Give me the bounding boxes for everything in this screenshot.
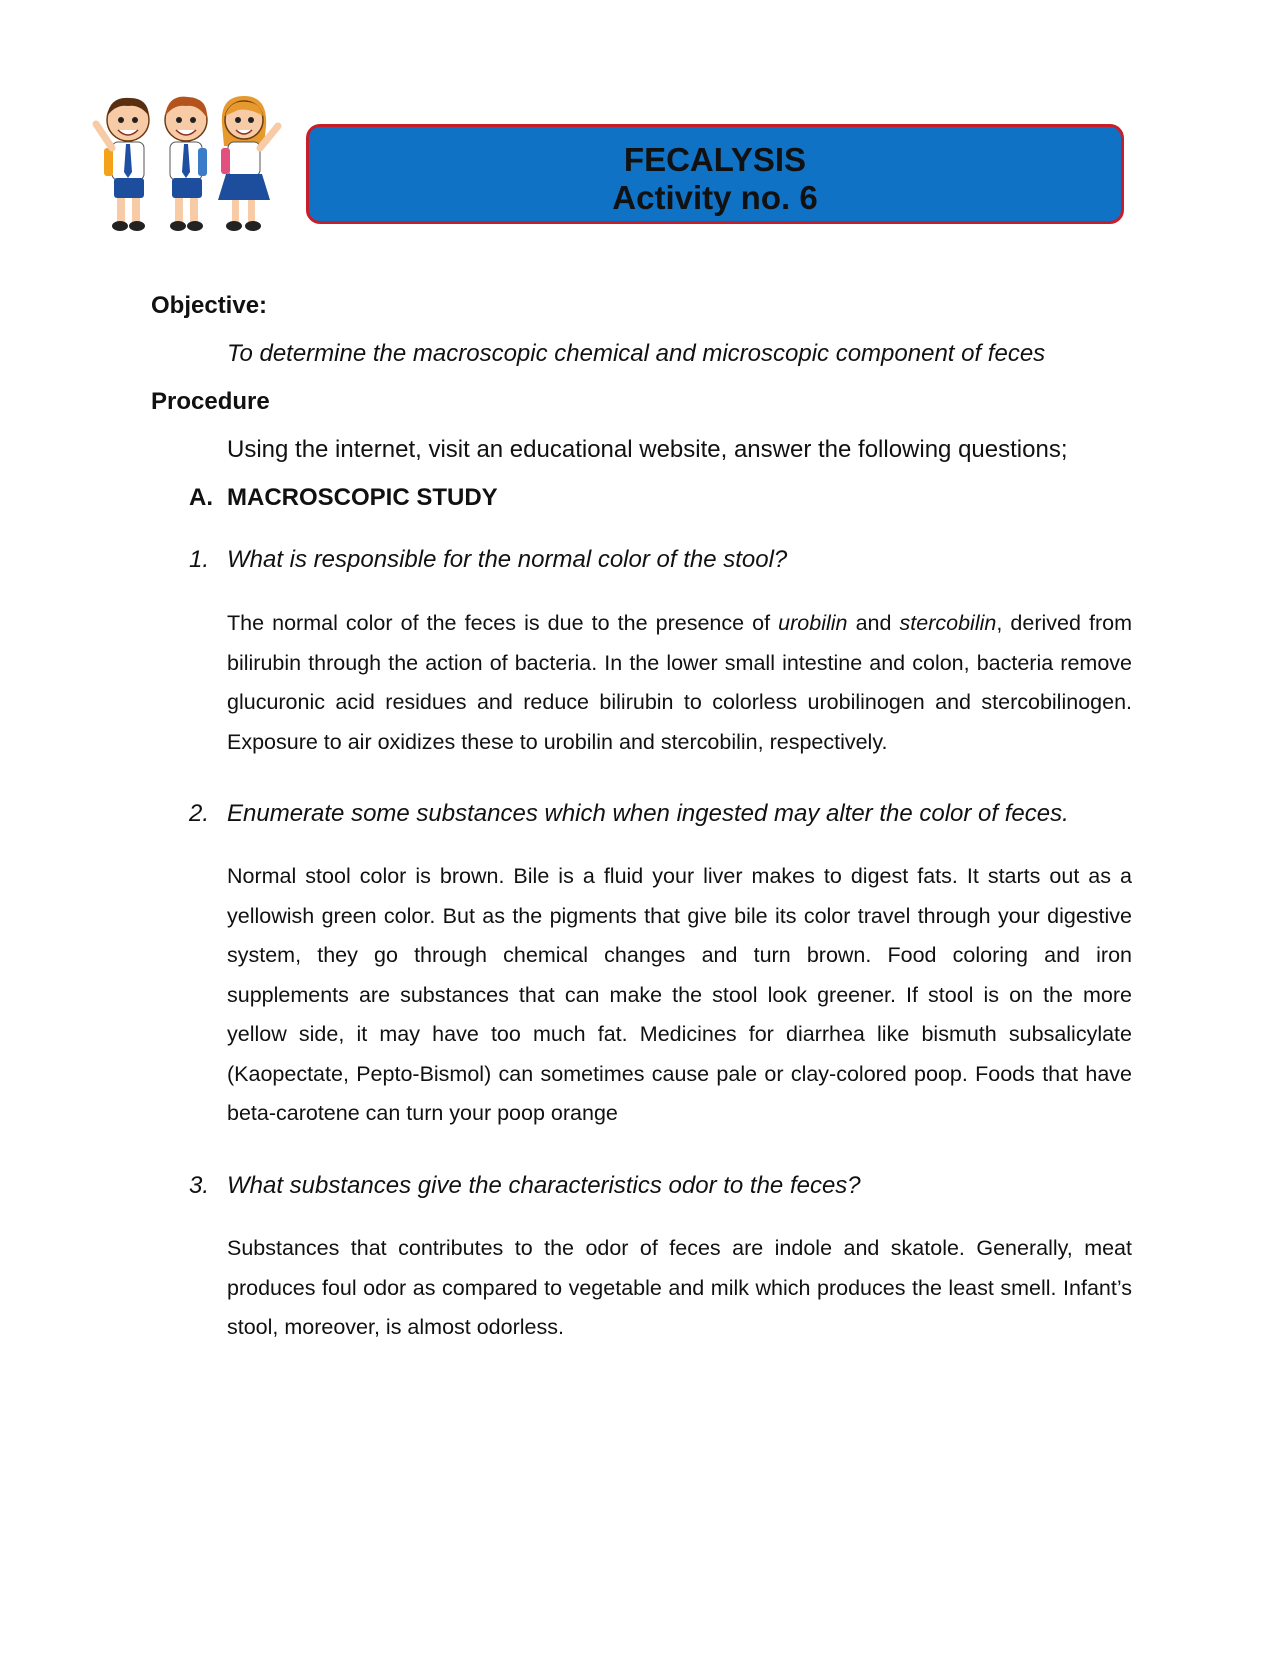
question-3	[189, 1172, 861, 1200]
answer-1-term-urobilin: urobilin	[778, 611, 848, 635]
question-2-number: 2.	[189, 800, 210, 827]
child-girl-right-illustration	[218, 96, 278, 231]
objective-text: To determine the macroscopic chemical and microscopic component of feces	[227, 340, 1046, 367]
child-boy-middle-illustration	[165, 97, 207, 231]
title-banner	[306, 124, 1124, 224]
child-boy-left-illustration	[96, 98, 149, 231]
procedure-label: Procedure	[151, 388, 270, 415]
section-a-title: MACROSCOPIC STUDY	[227, 484, 498, 511]
answer-1-term-stercobilin: stercobilin	[899, 611, 997, 635]
question-1	[189, 546, 787, 574]
section-a-heading	[189, 484, 498, 512]
question-1-number: 1.	[189, 546, 210, 573]
answer-1-part-a: The normal color of the feces is due to the presence of	[227, 611, 779, 635]
question-3-number: 3.	[189, 1172, 210, 1199]
school-children-illustration	[88, 90, 293, 240]
answer-2: Normal stool color is brown. Bile is a fluid your liver makes to digest fats. It starts out as a yellowish green color. But as the pigments that give bile its color travel through your digestive system, they go through chemical changes and turn brown. Food coloring and iron supplements are substances that can make the stool look greener. If stool is on the more yellow side, it may have too much fat. Medicines for diarrhea like bismuth subsalicylate (Kaopectate, Pepto-Bismol) can sometimes cause pale or clay-colored poop. Foods that have beta-carotene can turn your poop orange	[227, 864, 1132, 1125]
question-3-text: What substances give the characteristics odor to the feces?	[227, 1172, 861, 1199]
page-title: FECALYSIS	[623, 141, 807, 178]
answer-1-part-b: and	[847, 611, 900, 635]
procedure-text: Using the internet, visit an educational website, answer the following questions;	[227, 436, 1068, 463]
objective-label: Objective:	[151, 292, 268, 319]
question-2-text: Enumerate some substances which when ingested may alter the color of feces.	[227, 800, 1069, 827]
section-a-marker: A.	[189, 484, 213, 511]
activity-number: Activity no. 6	[612, 179, 818, 216]
answer-1	[227, 604, 1132, 762]
answer-3: Substances that contributes to the odor of feces are indole and skatole. Generally, meat produces foul odor as compared to vegetable and milk which produces the least smell. Infant’s stool, moreover, is almost odorless.	[227, 1236, 1132, 1339]
question-2	[189, 800, 1069, 828]
question-1-text: What is responsible for the normal color of the stool?	[227, 546, 788, 573]
answer-1-part-c: , derived from bilirubin through the action of bacteria. In the lower small intestine and colon, bacteria remove glucuronic acid residues and reduce bilirubin to colorless urobilinogen and stercobilinogen. Exposure to air oxidizes these to urobilin and stercobilin, respectively.	[227, 611, 1132, 754]
